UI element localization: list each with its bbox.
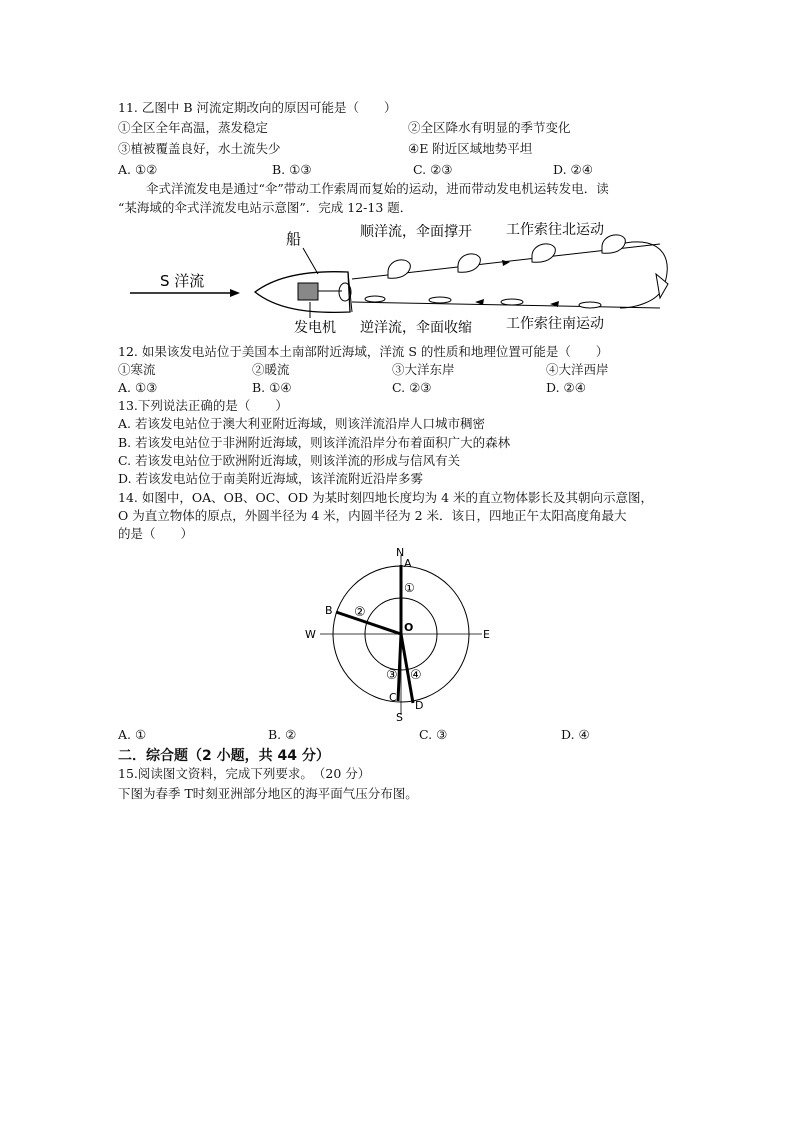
point-c: C: [389, 691, 397, 704]
q11-option-a: A. ①②: [118, 162, 158, 177]
north-move-label: 工作索往北运动: [506, 222, 604, 238]
q12-statement-3: ③大洋东岸: [392, 362, 455, 377]
q13-stem: 13.下列说法正确的是（ ）: [118, 398, 288, 413]
q14-option-b: B. ②: [268, 727, 297, 742]
marker-4: ④: [410, 668, 422, 683]
q11-option-b: B. ①③: [272, 162, 312, 177]
q14-option-d: D. ④: [561, 727, 590, 742]
intro-line-2: “某海域的伞式洋流发电站示意图”．完成 12-13 题．: [118, 200, 413, 215]
south-move-label: 工作索往南运动: [506, 316, 604, 332]
q15-description: 下图为春季 T时刻亚洲部分地区的海平面气压分布图。: [118, 786, 418, 801]
q11-statement-2: ②全区降水有明显的季节变化: [408, 120, 571, 135]
dir-w: W: [305, 628, 316, 641]
q14-line-2: O 为直立物体的原点，外圆半径为 4 米，内圆半径为 2 米．该日，四地正午太阳高度角最大: [118, 508, 627, 523]
point-b: B: [325, 604, 333, 617]
umbrella-power-figure: [120, 222, 680, 340]
intro-line-1: 伞式洋流发电是通过“伞”带动工作索周而复始的运动，进而带动发电机运转发电．读: [146, 181, 609, 196]
dir-e: E: [483, 628, 490, 641]
dir-s: S: [396, 711, 403, 723]
shadow-ob: [336, 612, 401, 634]
q11-statement-1: ①全区全年高温，蒸发稳定: [118, 120, 269, 135]
point-d: D: [415, 699, 424, 712]
shadow-compass-figure: [296, 543, 506, 723]
q12-statement-2: ②暖流: [252, 362, 290, 377]
q12-option-d: D. ②④: [546, 380, 586, 395]
q13-option-b: B. 若该发电站位于非洲附近海域，则该洋流沿岸分布着面积广大的森林: [118, 435, 511, 450]
point-o: O: [404, 621, 414, 634]
q11-statement-4: ④E 附近区域地势平坦: [408, 141, 533, 156]
shadow-oc: [398, 634, 401, 701]
q12-stem: 12. 如果该发电站位于美国本土南部附近海域，洋流 S 的性质和地理位置可能是（ ）: [118, 344, 609, 359]
q12-option-b: B. ①④: [252, 380, 292, 395]
q11-stem: 11. 乙图中 B 河流定期改向的原因可能是（ ）: [118, 100, 397, 115]
q11-option-c: C. ②③: [413, 162, 453, 177]
q13-option-c: C. 若该发电站位于欧洲附近海域，则该洋流的形成与信风有关: [118, 453, 461, 468]
ship-label: 船: [286, 230, 302, 248]
q13-option-d: D. 若该发电站位于南美附近海域，该洋流附近沿岸多雾: [118, 471, 424, 486]
marker-1: ①: [404, 581, 415, 595]
q14-option-a: A. ①: [118, 727, 147, 742]
section2-heading: 二．综合题（2 小题，共 44 分）: [118, 748, 330, 764]
q14-line-1: 14. 如图中，OA、OB、OC、OD 为某时刻四地长度均为 4 米的直立物体影长及其朝向示意图，: [118, 490, 654, 505]
q15-stem: 15.阅读图文资料，完成下列要求。 （20 分）: [118, 766, 371, 781]
current-label: S 洋流: [160, 272, 205, 290]
q11-option-d: D. ②④: [553, 162, 593, 177]
q12-option-c: C. ②③: [392, 380, 432, 395]
point-a: A: [404, 557, 412, 570]
q12-option-a: A. ①③: [118, 380, 158, 395]
marker-3: ③: [386, 668, 398, 683]
marker-2: ②: [354, 605, 366, 620]
q14-line-3: 的是（ ）: [118, 526, 194, 541]
q13-option-a: A. 若该发电站位于澳大利亚附近海域，则该洋流沿岸人口城市稠密: [118, 416, 485, 431]
q12-statement-4: ④大洋西岸: [546, 362, 609, 377]
q11-statement-3: ③植被覆盖良好，水土流失少: [118, 141, 281, 156]
generator-shape: [298, 283, 318, 300]
generator-label: 发电机: [294, 320, 336, 336]
dir-n: N: [396, 546, 405, 559]
close-umbrella-label: 逆洋流，伞面收缩: [360, 320, 472, 336]
q14-option-c: C. ③: [419, 727, 448, 742]
q12-statement-1: ①寒流: [118, 362, 156, 377]
open-umbrella-label: 顺洋流，伞面撑开: [360, 224, 472, 240]
